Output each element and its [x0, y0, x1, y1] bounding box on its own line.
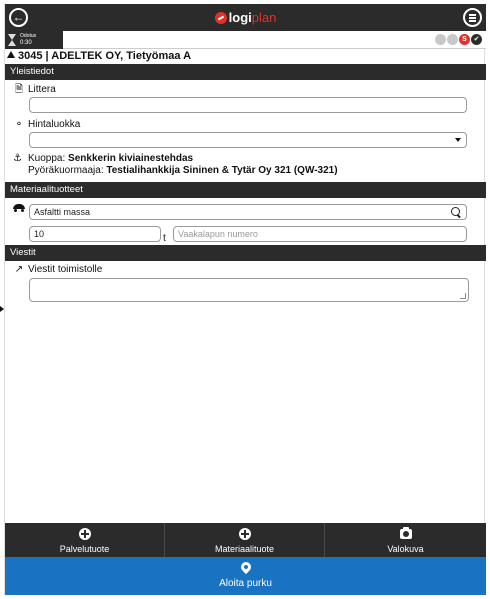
add-material-button[interactable] — [165, 523, 325, 557]
app-window — [4, 4, 485, 595]
plus-circle-icon — [239, 528, 251, 540]
order-number: 3045 — [18, 50, 43, 62]
litt-label — [13, 84, 56, 96]
messages-label — [13, 264, 102, 276]
litt-label-text: Littera — [28, 84, 56, 95]
status-dot-check[interactable]: ✔ — [471, 34, 482, 45]
map-pin-icon — [238, 560, 252, 574]
loader-info — [28, 165, 338, 177]
section-material-header: Materiaalituotteet — [5, 182, 486, 198]
resize-grip-icon[interactable] — [460, 293, 466, 299]
add-service-button[interactable] — [5, 523, 165, 557]
loader-value: Testialihankkija Sininen & Tytär Oy 321 (QW-321) — [106, 165, 338, 176]
bottom-toolbar — [5, 523, 486, 557]
scale-ticket-input[interactable]: Vaakalapun numero — [173, 226, 467, 242]
product-search-input[interactable] — [29, 204, 467, 220]
material-row-icon — [13, 204, 25, 212]
logo-word-2: plan — [251, 10, 277, 25]
photo-label: Valokuva — [387, 544, 424, 554]
side-panel-arrow-icon[interactable] — [0, 306, 4, 312]
status-dot-s[interactable]: S — [459, 34, 470, 45]
quantity-unit: t — [163, 233, 166, 244]
status-row — [5, 31, 486, 49]
search-icon[interactable] — [451, 207, 462, 218]
loader-label: Pyöräkuormaaja: — [28, 165, 104, 176]
start-unloading-label: Aloita purku — [219, 578, 272, 589]
section-messages-header: Viestit — [5, 245, 486, 261]
pit-value: Senkkerin kiviainestehdas — [68, 153, 194, 164]
status-dot-1[interactable] — [435, 34, 446, 45]
order-title[interactable]: 3045 | ADELTEK OY, Tietyömaa A — [7, 50, 191, 62]
logo-mark-icon — [215, 12, 227, 24]
menu-icon[interactable] — [463, 8, 482, 27]
status-indicators — [434, 34, 482, 46]
wait-timer — [5, 31, 63, 49]
chevron-down-icon — [455, 138, 461, 142]
litt-input[interactable] — [29, 97, 467, 113]
start-unloading-button[interactable] — [5, 557, 486, 595]
truck-icon: ⚓ — [13, 153, 22, 164]
tag-icon: ⚬ — [14, 119, 24, 130]
section-general-header: Yleistiedot — [5, 64, 486, 80]
order-customer: ADELTEK OY, Tietyömaa A — [51, 50, 192, 62]
pit-info — [13, 153, 193, 165]
add-service-label: Palvelutuote — [59, 544, 110, 554]
back-icon[interactable]: ← — [9, 8, 28, 27]
price-class-label — [13, 119, 80, 131]
share-icon: ↗ — [14, 264, 24, 275]
collapse-triangle-icon — [7, 51, 15, 58]
plus-circle-icon — [79, 528, 91, 540]
logo-word-1: logi — [228, 10, 252, 25]
messages-label-text: Viestit toimistolle — [28, 264, 103, 275]
price-class-label-text: Hintaluokka — [28, 119, 81, 130]
product-value: Asfaltti massa — [34, 207, 91, 217]
top-bar — [5, 4, 486, 31]
timer-value: 0:30 — [20, 40, 32, 46]
app-logo — [5, 10, 486, 25]
status-dot-2[interactable] — [447, 34, 458, 45]
pit-label: Kuoppa: — [28, 153, 66, 164]
add-material-label: Materiaalituote — [214, 544, 275, 554]
quantity-input[interactable]: 10 — [29, 226, 161, 242]
camera-icon — [400, 529, 412, 539]
timer-label: Odotus — [20, 33, 37, 39]
document-icon: 🗎 — [14, 84, 24, 95]
hourglass-icon — [8, 34, 16, 46]
photo-button[interactable] — [325, 523, 486, 557]
messages-textarea[interactable] — [29, 278, 469, 302]
price-class-select[interactable] — [29, 132, 467, 148]
